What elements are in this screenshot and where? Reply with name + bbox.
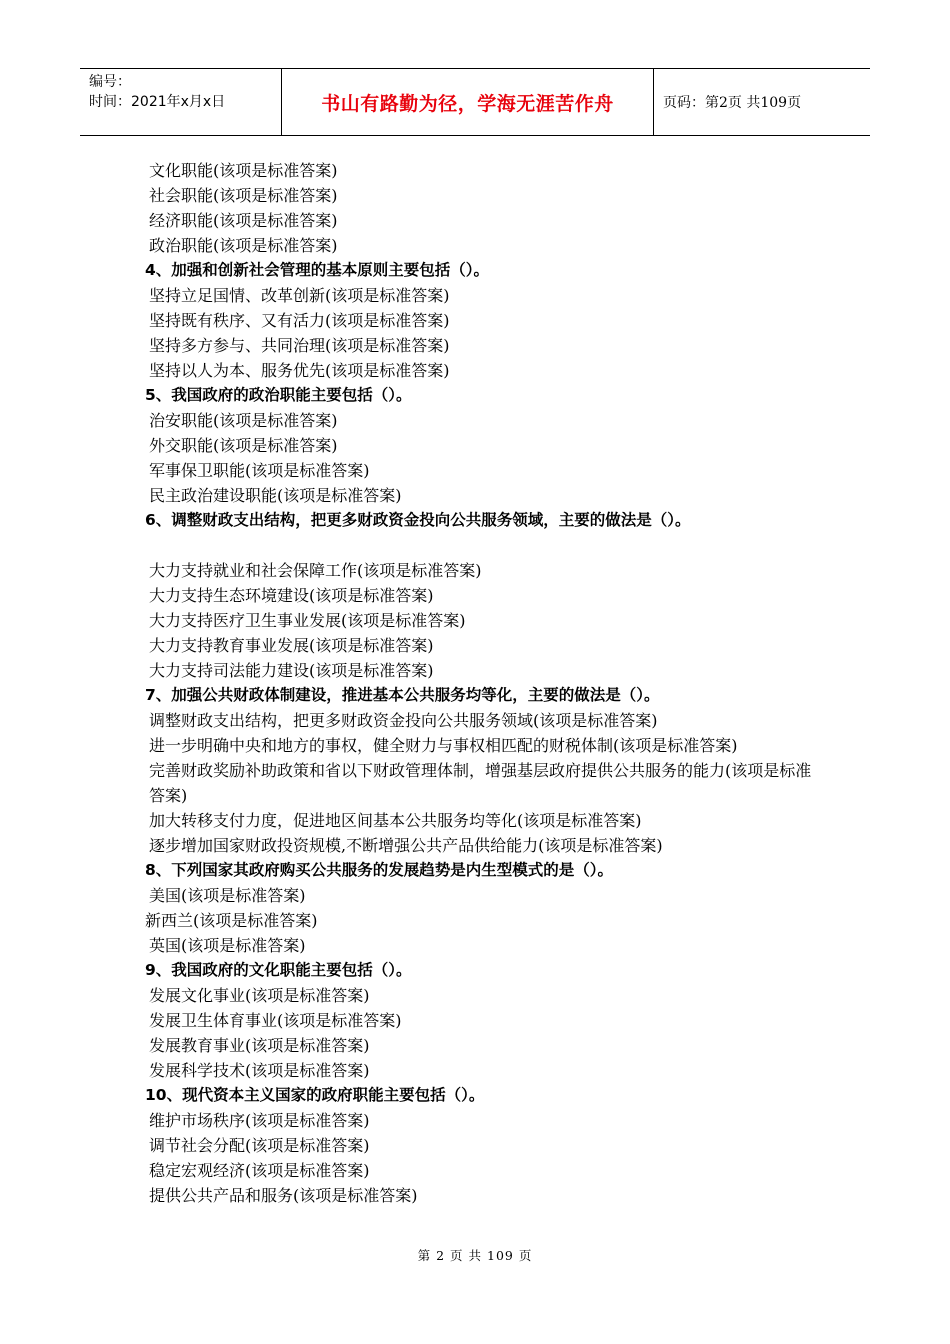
answer-option: 逐步增加国家财政投资规模,不断增强公共产品供给能力(该项是标准答案): [149, 836, 663, 855]
answer-option: 经济职能(该项是标准答案): [149, 211, 338, 230]
document-body: [145, 158, 825, 1208]
answer-option: 维护市场秩序(该项是标准答案): [149, 1111, 370, 1130]
answer-option: 坚持既有秩序、又有活力(该项是标准答案): [149, 311, 450, 330]
answer-option: 坚持多方参与、共同治理(该项是标准答案): [149, 336, 450, 355]
header-meta: [80, 69, 282, 135]
answer-option: 文化职能(该项是标准答案): [149, 161, 338, 180]
answer-option: 发展卫生体育事业(该项是标准答案): [149, 1011, 402, 1030]
answer-option: 美国(该项是标准答案): [149, 886, 306, 905]
question-heading: 6、调整财政支出结构，把更多财政资金投向公共服务领域，主要的做法是（）。: [145, 511, 691, 529]
answer-option: 发展科学技术(该项是标准答案): [149, 1061, 370, 1080]
answer-option: 发展文化事业(该项是标准答案): [149, 986, 370, 1005]
question-heading: 10、现代资本主义国家的政府职能主要包括（）。: [145, 1086, 485, 1104]
question-heading: 8、下列国家其政府购买公共服务的发展趋势是内生型模式的是（）。: [145, 861, 614, 879]
question-heading: 5、我国政府的政治职能主要包括（）。: [145, 386, 412, 404]
header-motto: 书山有路勤为径，学海无涯苦作舟: [282, 69, 654, 135]
answer-option: 稳定宏观经济(该项是标准答案): [149, 1161, 370, 1180]
answer-option: 民主政治建设职能(该项是标准答案): [149, 486, 402, 505]
question-heading: 4、加强和创新社会管理的基本原则主要包括（）。: [145, 261, 490, 279]
question-heading: 9、我国政府的文化职能主要包括（）。: [145, 961, 412, 979]
answer-option: 军事保卫职能(该项是标准答案): [149, 461, 370, 480]
answer-option: 发展教育事业(该项是标准答案): [149, 1036, 370, 1055]
answer-option: 治安职能(该项是标准答案): [149, 411, 338, 430]
header-number-label: 编号：: [89, 74, 131, 90]
answer-option: 社会职能(该项是标准答案): [149, 186, 338, 205]
answer-option: 调整财政支出结构，把更多财政资金投向公共服务领域(该项是标准答案): [149, 711, 658, 730]
answer-option: 大力支持教育事业发展(该项是标准答案): [149, 636, 434, 655]
question-heading: 7、加强公共财政体制建设，推进基本公共服务均等化，主要的做法是（）。: [145, 686, 660, 704]
answer-option: 外交职能(该项是标准答案): [149, 436, 338, 455]
answer-option: 坚持立足国情、改革创新(该项是标准答案): [149, 286, 450, 305]
answer-option: 提供公共产品和服务(该项是标准答案): [149, 1186, 418, 1205]
answer-option: 加大转移支付力度，促进地区间基本公共服务均等化(该项是标准答案): [149, 811, 642, 830]
page-footer: 第 2 页 共 109 页: [417, 1248, 533, 1263]
answer-option: 大力支持就业和社会保障工作(该项是标准答案): [149, 561, 482, 580]
answer-option: 坚持以人为本、服务优先(该项是标准答案): [149, 361, 450, 380]
answer-option: 大力支持司法能力建设(该项是标准答案): [149, 661, 434, 680]
answer-option: 大力支持生态环境建设(该项是标准答案): [149, 586, 434, 605]
answer-option: 大力支持医疗卫生事业发展(该项是标准答案): [149, 611, 466, 630]
answer-option: 进一步明确中央和地方的事权，健全财力与事权相匹配的财税体制(该项是标准答案): [149, 736, 738, 755]
answer-option: 英国(该项是标准答案): [149, 936, 306, 955]
answer-option: 完善财政奖励补助政策和省以下财政管理体制，增强基层政府提供公共服务的能力(该项是标准答案): [149, 761, 812, 805]
answer-option: 政治职能(该项是标准答案): [149, 236, 338, 255]
answer-option: 调节社会分配(该项是标准答案): [149, 1136, 370, 1155]
header-page-info: 页码：第2页 共109页: [663, 95, 802, 111]
page-header: [80, 68, 870, 136]
answer-option: 新西兰(该项是标准答案): [145, 911, 318, 930]
blank-line: [145, 533, 825, 558]
header-date-label: 时间：2021年x月x日: [89, 94, 226, 110]
